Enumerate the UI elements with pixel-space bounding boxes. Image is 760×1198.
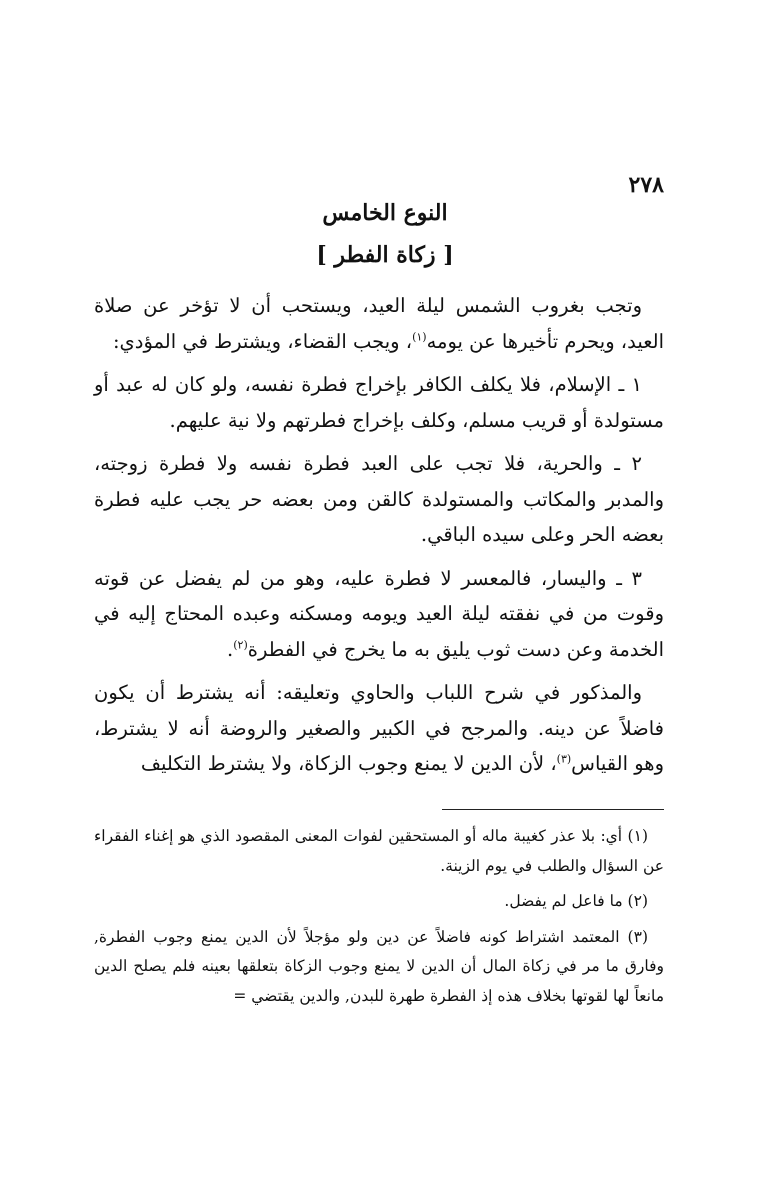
paragraph-1 xyxy=(94,288,664,359)
main-text xyxy=(94,288,664,790)
paragraph-text: ، لأن الدين لا يمنع وجوب الزكاة، ولا يشترط التكليف xyxy=(140,752,557,775)
footnote-3: (٣) المعتمد اشتراط كونه فاضلاً عن دين ولو مؤجلاً لأن الدين يمنع وجوب الفطرة, وفارق ما مر في زكاة المال أن الدين لا يمنع وجوب الزكاة بتعلقها بعينه فلم يصلح الدين مانعاً لها لقوتها بخلاف هذه إذ الفطرة طهرة للبدن, والدين يقتضي = xyxy=(94,927,664,1005)
paragraph-4 xyxy=(94,561,664,668)
paragraph-text: والمذكور في شرح اللباب والحاوي وتعليقه: أنه يشترط أن يكون فاضلاً عن دينه. والمرجح في الكبير والصغير والروضة أنه لا يشترط، وهو القياس xyxy=(94,681,664,775)
section-heading: النوع الخامس xyxy=(322,200,448,226)
page-number: ٢٧٨ xyxy=(628,172,664,198)
footnotes xyxy=(94,822,664,1017)
paragraph-3 xyxy=(94,446,664,553)
paragraph-text: ١ ـ الإسلام، فلا يكلف الكافر بإخراج فطرة نفسه، ولو كان له عبد أو مستولدة أو قريب مسلم، وكلف بإخراج فطرتهم ولا نية عليهم. xyxy=(94,373,664,432)
footnote-ref-3: (٣) xyxy=(556,752,572,766)
footnote-divider xyxy=(442,809,664,810)
footnote-2: (٢) ما فاعل لم يفضل. xyxy=(504,892,648,910)
paragraph-2 xyxy=(94,367,664,438)
paragraph-text: . xyxy=(227,637,234,661)
paragraph-5 xyxy=(94,675,664,782)
footnote-1: (١) أي: بلا عذر كغيبة ماله أو المستحقين لفوات المعنى المقصود الذي هو إغناء الفقراء عن السؤال والطلب في يوم الزينة. xyxy=(94,827,664,875)
footnote-ref-1: (١) xyxy=(412,330,427,343)
paragraph-text: ، ويجب القضاء، ويشترط في المؤدي: xyxy=(112,329,413,353)
footnote-ref-2: (٢) xyxy=(233,638,248,651)
paragraph-text: ٢ ـ والحرية، فلا تجب على العبد فطرة نفسه ولا فطرة زوجته، والمدبر والمكاتب والمستولدة كالقن ومن بعضه حر يجب عليه فطرة بعضه الحر وعلى سيده الباقي. xyxy=(94,452,664,546)
paragraph-text: ٣ ـ واليسار، فالمعسر لا فطرة عليه، وهو من لم يفضل عن قوته وقوت من في نفقته ليلة العيد ويومه ومسكنه وعبده المحتاج إليه في الخدمة وعن دست ثوب يليق به ما يخرج في الفطرة xyxy=(94,566,664,661)
section-subheading: [ زكاة الفطر ] xyxy=(316,242,454,268)
paragraph-text: وتجب بغروب الشمس ليلة العيد، ويستحب أن لا تؤخر عن صلاة العيد، ويحرم تأخيرها عن يومه xyxy=(94,294,664,353)
